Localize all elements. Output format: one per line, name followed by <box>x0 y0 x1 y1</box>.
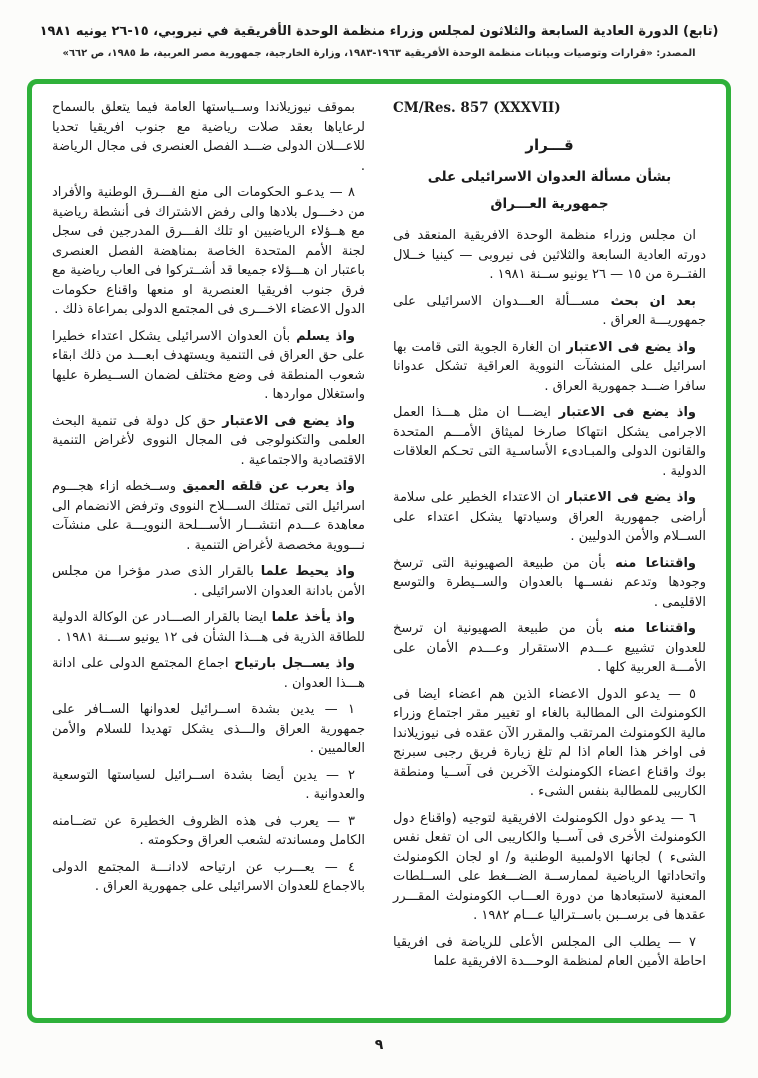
paragraph-lead: واذ يضع فى الاعتبار <box>215 413 355 429</box>
paragraph-text: بأن العدوان الاسرائيلى يشكل اعتداء خطيرا على حق العراق فى التنمية ويستهدف ابعـــد من ذلك ابقاء شعوب المنطقة فى وضع مختلف لضمان الســيطرة عليها واستغلال مواردها . <box>52 328 365 402</box>
paragraph-text: بأن من طبيعة الصهيونية ان ترسخ للعدوان تشييع عـــدم الاستقرار وعـــدم الأمان على الأمـــة العربية كلها . <box>393 621 706 676</box>
two-column-layout <box>52 98 706 1004</box>
paragraph-text: وســخطه ازاء هجـــوم اسرائيل التى تمتلك الســـلاح النووى وترفض الانضمام الى معاهدة عـــدم انتشـــار الأســـلحة النوويـــة على منشآت نـــووية مخصصة لأغراض التنمية . <box>52 479 365 553</box>
resolution-reference: CM/Res. 857 (XXXVII) <box>393 100 561 116</box>
paragraph <box>393 619 706 678</box>
paragraph-text: ايضا بالقرار الصـــادر عن الوكالة الدولية للطاقة الذرية فى هـــذا الشأن فى ١٢ يونيو ســـنة ١٩٨١ . <box>52 610 365 645</box>
paragraph <box>393 226 706 285</box>
paragraph-text: ٧ — يطلب الى المجلس الأعلى للرياضة فى افريقيا احاطة الأمين العام لمنظمة الوحـــدة الافريقية علما <box>393 934 706 970</box>
paragraph-text: ان مجلس وزراء منظمة الوحدة الافريقية المنعقد فى دورته العادية السابعة والثلاثين فى نيروبى — كينيا خــلال الفتــرة من ١٥ — ٢٦ يونيو ســنة ١٩٨١ . <box>393 228 706 283</box>
paragraph-text: ٤ — يعـــرب عن ارتياحه لادانـــة المجتمع الدولى بالاجماع للعدوان الاسرائيلى على جمهورية العراق . <box>52 859 365 894</box>
resolution-title-word: قـــرار <box>525 136 574 155</box>
resolution-subject-line2: جمهورية العـــراق <box>490 196 609 212</box>
paragraph-lead: واذ يضع فى الاعتبار <box>559 490 696 506</box>
paragraph-text: بموقف نيوزيلاندا وســياستها العامة فيما يتعلق بالسماح لرعاياها بعقد صلات رياضية مع جنوب افريقيا تحديا للاعـــلان الدولى ضـــد الفصل العنصرى فى مجال الرياضة . <box>52 100 365 174</box>
left-column <box>52 98 365 1004</box>
header-session-title: (تابع) الدورة العادية السابعة والثلاثون لمجلس وزراء منظمة الوحدة الأفريقية في نيروبي، ١٥-٢٦ يونيه ١٩٨١ <box>39 24 719 39</box>
paragraph-lead: واذ يســجل بارتياح <box>228 656 355 671</box>
paragraph <box>52 183 365 320</box>
page-number: ٩ <box>374 1037 384 1053</box>
paragraph <box>393 685 706 802</box>
paragraph <box>52 562 365 601</box>
paragraph-text: ٣ — يعرب فى هذه الظروف الخطيرة عن تضــامنه الكامل ومساندته لشعب العراق وحكومته . <box>52 813 365 848</box>
resolution-subject-line1: بشأن مسألة العدوان الاسرائيلى على <box>427 168 672 185</box>
paragraph-lead: واذ يضع فى الاعتبار <box>550 405 696 421</box>
paragraph-text: ٢ — يدين أيضا بشدة اســرائيل لسياستها التوسعية والعدوانية . <box>52 767 365 802</box>
left-column-paragraphs <box>52 98 365 897</box>
paragraph-lead: واذ يعرب عن قلقه العميق <box>176 479 355 494</box>
paragraph-lead: واذ يضع فى الاعتبار <box>561 339 696 355</box>
paragraph-lead: واذ يأخذ علما <box>266 610 355 625</box>
paragraph <box>52 700 365 759</box>
header-source-line: المصدر: «قرارات وتوصيات وبيانات منظمة الوحدة الأفريقية ١٩٦٣-١٩٨٣، وزارة الخارجية، جمهورية مصر العربية، ط ١٩٨٥، ص ٦٦٢» <box>62 48 696 59</box>
paragraph <box>393 403 706 481</box>
paragraph <box>52 98 365 176</box>
paragraph-text: ٦ — يدعو دول الكومنولث الافريقية لتوجيه (واقناع دول الكومنولث الأخرى فى آســيا والكاريبى الى ان تفعل نفس الشىء ) لجانها الاولمبية الوطنية و/ او لجان الكومنولث واتحاداتها الرياضية لممارســة الضـــغط على الســلطات المعنية لاستبعادها من دورة العـــاب الكومنولث المقـــرر عقدها فى برســبن باســتراليا عـــام ١٩٨٢ . <box>393 810 706 924</box>
paragraph <box>393 809 706 926</box>
paragraph-text: بالقرار الذى صدر مؤخرا من مجلس الأمن بادانة العدوان الاسرائيلى . <box>52 564 365 599</box>
paragraph-text: بأن من طبيعة الصهيونية التى ترسخ وجودها وتدعم نفســها بالعدوان والســيطرة والتوسع الاقليمى . <box>393 555 706 610</box>
paragraph <box>52 858 365 897</box>
paragraph <box>52 654 365 693</box>
paragraph-lead: بعد ان بحث <box>599 293 696 309</box>
paragraph-lead: واذ يسلم <box>290 328 356 344</box>
paragraph-lead: واذ يحيط علما <box>253 564 356 579</box>
right-column-paragraphs <box>393 226 706 972</box>
paragraph <box>393 338 706 397</box>
paragraph-text: ١ — يدين بشدة اســرائيل لعدوانها الســافر على جمهورية العراق والـــذى يشكل تهديدا للسلام والأمن العالميين . <box>52 702 365 756</box>
paragraph-text: اجماع المجتمع الدولى على ادانة هـــذا العدوان . <box>52 656 365 691</box>
paragraph <box>52 766 365 805</box>
paragraph-text: مســـألة العـــدوان الاسرائيلى على جمهوريـــة العراق . <box>393 293 706 329</box>
paragraph <box>52 812 365 851</box>
paragraph <box>52 327 365 405</box>
right-column <box>393 98 706 1004</box>
page-header <box>0 0 758 59</box>
paragraph-text: ان الغارة الجوية التى قامت بها اسرائيل على المنشآت النووية العراقية تشكل عدوانا سافرا ضـــد جمهورية العراق . <box>393 339 706 394</box>
paragraph <box>52 608 365 647</box>
paragraph-text: ٥ — يدعو الدول الاعضاء الذين هم اعضاء ايضا فى الكومنولث الى المطالبة بالغاء او تغيير مقر اجتماع وزراء مالية الكومنولث المرتقب والمقرر الآن عقده فى نيوزيلاندا فى اواخر هذا العام اذا لم تلغ زيارة فريق رجبى سبرنج بوك واقناع اعضاء الكومنولث الآخرين فى آســيا ومنطقة الكاريبى للمطالبة بنفس الشىء . <box>393 686 706 800</box>
paragraph-text: ايضـــا ان مثل هـــذا العمل الاجرامى يشكل انتهاكا صارخا لميثاق الأمـــم المتحدة والقانون الدولى والمبـادىء الأساسـية التى تحـكم العلاقات الدولية . <box>393 405 706 479</box>
paragraph-text: ٨ — يدعـو الحكومات الى منع الفـــرق الوطنية والأفراد من دخـــول بلادها والى رفض الاشتراك فى أنشطة رياضية مع هــؤلاء الرياضيين او تلك الفـــرق المدرجين فى سجل لجنة الأمم المتحدة الخاصة بمناهضة الفصل العنصرى باعتبار ان هـــؤلاء جميعا قد أشــتركوا فى العاب رياضية مع فرق جنوب افريقيا العنصرية او منعها واقناع حكومات الدول الاعضاء الاخـــرى فى المجتمع الدولى بمراعاة ذلك . <box>52 185 365 317</box>
paragraph <box>52 477 365 555</box>
paragraph <box>52 412 365 471</box>
resolution-title-block <box>393 134 706 214</box>
paragraph-lead: واقتناعا منه <box>603 621 696 637</box>
paragraph <box>393 933 706 972</box>
paragraph <box>393 488 706 547</box>
paragraph <box>393 554 706 613</box>
paragraph-lead: واقتناعا منه <box>605 555 696 571</box>
document-frame <box>27 79 731 1023</box>
paragraph <box>393 292 706 331</box>
paragraph-text: حق كل دولة فى تنمية البحث العلمى والتكنولوجى فى المجال النووى لأغراض التنمية الاقتصادية والاجتماعية . <box>52 413 365 468</box>
paragraph-text: ان الاعتداء الخطير على سلامة أراضى جمهورية العراق وسيادتها يشكل اعتداء على الســلام والأمن الدوليين . <box>393 490 706 545</box>
